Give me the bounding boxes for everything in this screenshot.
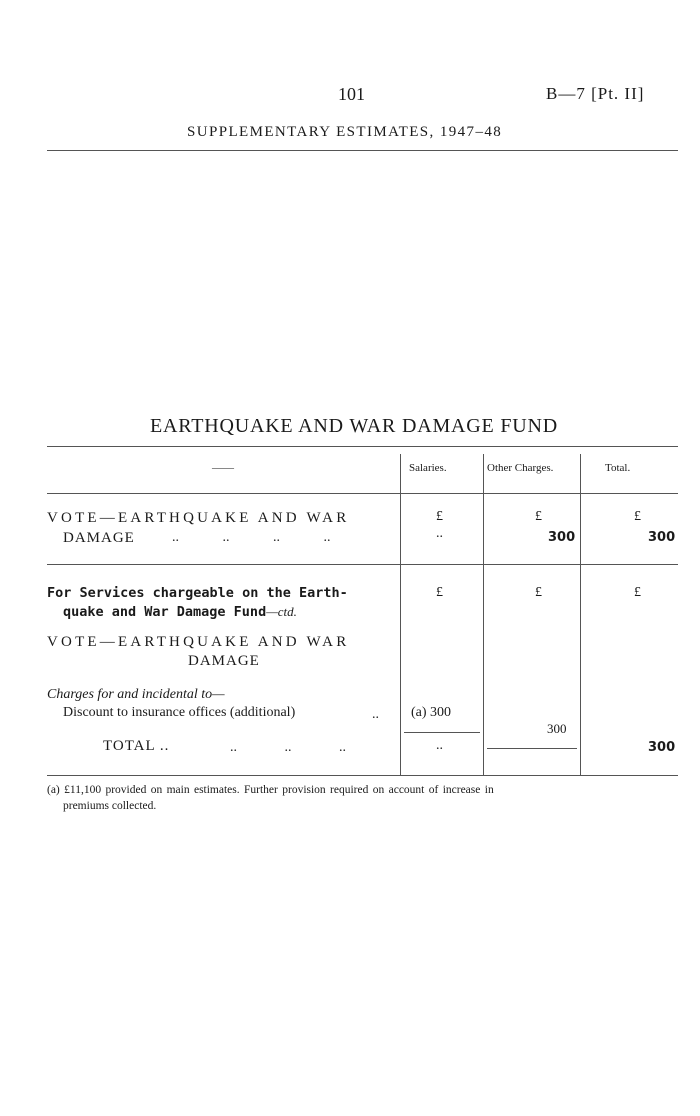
document-reference: B—7 [Pt. II] — [546, 84, 645, 103]
services-other-currency: £ — [535, 585, 542, 600]
services-salaries-currency: £ — [436, 585, 443, 600]
total-label: TOTAL .. — [103, 738, 170, 754]
vote-summary-salaries-value: .. — [436, 526, 443, 541]
charges-heading: Charges for and incidental to— — [47, 687, 225, 702]
vote-summary-total-currency: £ — [634, 509, 641, 524]
vote-summary-label-cont: DAMAGE — [63, 530, 135, 546]
section-title: EARTHQUAKE AND WAR DAMAGE FUND — [150, 415, 558, 437]
summary-bottom-rule — [47, 564, 678, 565]
services-total-currency: £ — [634, 585, 641, 600]
item-label: Discount to insurance offices (additional) — [63, 705, 296, 720]
services-heading-italic: —ctd. — [266, 604, 297, 619]
running-title: SUPPLEMENTARY ESTIMATES, 1947–48 — [187, 124, 503, 140]
footnote-line-1: (a) £11,100 provided on main estimates. Further provision required on account of increase in — [47, 784, 494, 796]
column-divider-other — [483, 454, 484, 775]
item-other-value: 300 — [547, 721, 567, 736]
total-salaries-value: .. — [436, 738, 443, 753]
header-rule — [47, 150, 678, 151]
services-heading-bold: quake and War Damage Fund — [63, 604, 267, 620]
services-heading-cont — [63, 603, 297, 621]
table-top-rule — [47, 446, 678, 447]
column-divider-salaries — [400, 454, 401, 775]
services-heading: For Services chargeable on the Earth- — [47, 585, 348, 601]
column-divider-total — [580, 454, 581, 775]
vote-summary-other-currency: £ — [535, 509, 542, 524]
table-bottom-rule — [47, 775, 678, 776]
vote-summary-total-value: 300 — [648, 530, 676, 545]
total-leader: .. .. .. — [230, 740, 346, 755]
vote-detail-label: VOTE—EARTHQUAKE AND WAR — [47, 634, 350, 650]
salaries-subtotal-rule — [404, 732, 480, 733]
column-header-description: —— — [212, 462, 234, 474]
header-bottom-rule — [47, 493, 678, 494]
other-subtotal-rule — [487, 748, 577, 749]
column-header-other-charges: Other Charges. — [487, 462, 554, 474]
item-salaries-value: (a) 300 — [411, 705, 452, 720]
vote-summary-other-value: 300 — [548, 530, 576, 545]
vote-summary-leader: .. .. .. .. — [172, 530, 331, 545]
vote-summary-salaries-currency: £ — [436, 509, 443, 524]
column-header-total: Total. — [605, 462, 631, 474]
footnote-line-2: premiums collected. — [63, 800, 157, 812]
vote-summary-label: VOTE—EARTHQUAKE AND WAR — [47, 510, 350, 526]
page-number: 101 — [338, 84, 365, 104]
total-value: 300 — [648, 740, 676, 755]
vote-detail-label-cont: DAMAGE — [188, 653, 260, 669]
column-header-salaries: Salaries. — [409, 462, 447, 474]
item-leader: .. — [372, 707, 379, 722]
